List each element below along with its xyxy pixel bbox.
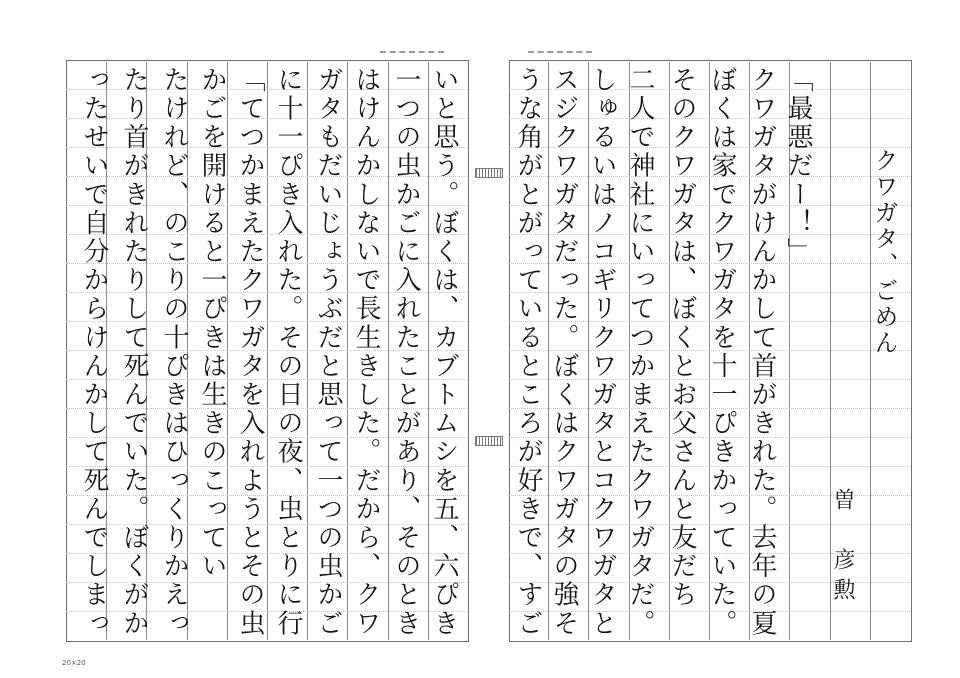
text-column: ぼくは家でクワガタを十一ぴきかっていた。 [707,66,737,638]
text-column: ったせいで自分からけんかして死んでしまっ [79,66,109,638]
text-column: 二人で神社にいってつかまえたクワガタだ。 [625,66,655,638]
text-column: スジクワガタだった。ぼくはクワガタの強そ [549,66,579,638]
text-column: いと思う。ぼくは、カブトムシを五、六ぴき [429,66,459,638]
gutter-mark-bottom [475,436,503,446]
text-column: 「てつかまえたクワガタを入れようとその虫 [235,66,265,638]
essay-title: クワガタ、ごめん [870,148,898,356]
text-column: ガタもだいじょうぶだと思って一つの虫かご [313,66,343,638]
center-gutter [468,60,510,642]
text-column: 「最悪だー！」 [783,66,813,267]
gutter-mark-top [475,168,503,178]
text-column: たり首がきれたりして死んでいた。ぼくがか [119,66,149,638]
text-column: そのクワガタは、ぼくとお父さんと友だち [667,66,697,610]
text-column: はけんかしないで長生きした。だから、クワ [351,66,381,638]
text-column: クワガタがけんかして首がきれた。去年の夏 [747,66,777,638]
text-column: 一つの虫かごに入れたことがあり、そのとき [391,66,421,638]
text-column: かごを開けると一ぴきは生きのこってい [197,66,227,581]
text-column: しゅるいはノコギリクワガタとコクワガタと [587,66,617,638]
text-column: うな角がとがっているところが好きで、すご [513,66,543,638]
sheet-size-label: 20×20 [62,659,86,667]
author-name: 曽 彦勲 [830,488,855,608]
text-column: に十一ぴき入れた。その日の夜、虫とりに行 [273,66,303,638]
text-column: たけれど、のこりの十ぴきはひっくりかえっ [159,66,189,638]
top-dash-right [528,51,592,53]
top-dash-left [380,51,444,53]
